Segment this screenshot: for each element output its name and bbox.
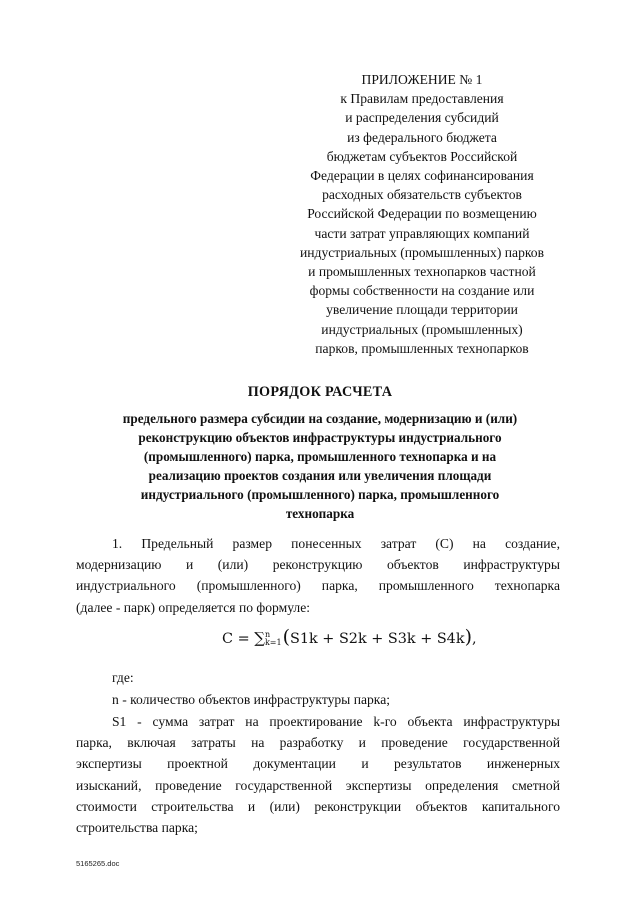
- appendix-block: [272, 70, 572, 358]
- sum-lower-limit: k=1: [264, 638, 282, 647]
- appendix-line: и промышленных технопарков частной: [308, 264, 536, 280]
- appendix-line: индустриальных (промышленных): [321, 321, 523, 337]
- formula-terms: S1k + S2k + S3k + S4k: [290, 631, 465, 647]
- paragraph-line: строительства парка;: [76, 820, 198, 836]
- appendix-line: и распределения субсидий: [345, 110, 499, 126]
- appendix-line: увеличение площади территории: [326, 302, 518, 318]
- appendix-line: индустриальных (промышленных) парков: [299, 244, 544, 260]
- where-label: где:: [112, 670, 134, 685]
- paragraph-line: экспертизы проектной документации и результатов инженерных: [76, 756, 560, 772]
- sigma-symbol: ∑: [254, 629, 265, 647]
- appendix-line: к Правилам предоставления: [340, 91, 504, 107]
- appendix-line: Федерации в целях софинансирования: [310, 168, 534, 184]
- subheading-line: реализацию проектов создания или увеличения площади: [148, 468, 492, 483]
- appendix-line: Российской Федерации по возмещению: [307, 206, 537, 222]
- appendix-title: ПРИЛОЖЕНИЕ № 1: [361, 72, 483, 87]
- appendix-line: расходных обязательств субъектов: [322, 187, 522, 203]
- appendix-line: части затрат управляющих компаний: [314, 225, 530, 241]
- n-definition: n - количество объектов инфраструктуры парка;: [112, 692, 391, 707]
- paragraph-line: парка, включая затраты на разработку и проведение государственной: [76, 735, 560, 751]
- subheading-line: (промышленного) парка, промышленного технопарка и на: [143, 449, 497, 464]
- s1-definition: [76, 711, 560, 838]
- appendix-line: формы собственности на создание или: [309, 283, 535, 299]
- paragraph-line: стоимости строительства и (или) реконструкции объектов капитального: [76, 798, 560, 814]
- formula-lhs: C =: [222, 631, 255, 647]
- subheading-line: технопарка: [285, 506, 355, 521]
- sum-upper-limit: n: [264, 630, 271, 639]
- appendix-line: из федерального бюджета: [347, 129, 497, 145]
- subheading-line: индустриального (промышленного) парка, промышленного: [140, 487, 500, 502]
- appendix-line: бюджетам субъектов Российской: [326, 148, 518, 164]
- section-heading: ПОРЯДОК РАСЧЕТА: [247, 384, 393, 400]
- paragraph-1: [76, 533, 560, 618]
- subheading-line: предельного размера субсидии на создание, модернизацию и (или): [122, 411, 518, 426]
- paragraph-line: 1. Предельный размер понесенных затрат (С) на создание,: [112, 536, 560, 551]
- section-subheading: [60, 409, 580, 523]
- formula: C = ∑ n k=1 (S1k + S2k + S3k + S4k),: [222, 626, 477, 648]
- sum-limits: [265, 631, 282, 647]
- footer-filename: 5165265.doc: [76, 859, 120, 868]
- paragraph-line: (далее - парк) определяется по формуле:: [76, 599, 311, 615]
- appendix-line: парков, промышленных технопарков: [315, 340, 529, 356]
- paragraph-line: изысканий, проведение государственной экспертизы определения сметной: [76, 777, 560, 793]
- subheading-line: реконструкцию объектов инфраструктуры индустриального: [138, 430, 502, 445]
- paragraph-line: модернизацию и (или) реконструкцию объектов инфраструктуры: [76, 557, 560, 573]
- paragraph-line: S1 - сумма затрат на проектирование k-го объекта инфраструктуры: [112, 714, 560, 729]
- paragraph-line: индустриального (промышленного) парка, промышленного технопарка: [76, 578, 560, 594]
